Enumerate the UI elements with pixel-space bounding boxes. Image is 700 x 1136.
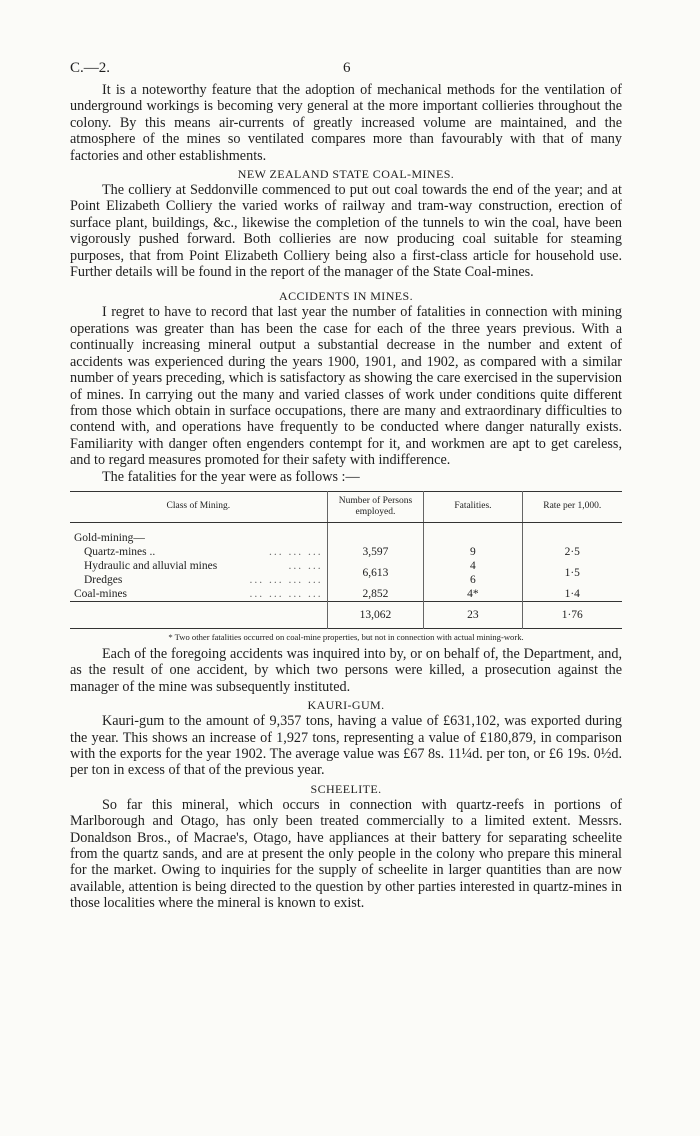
page-header [70,60,622,82]
table-row: Quartz-mines .. ... ... ... 3,597 9 2·5 [70,545,622,559]
col-header-class: Class of Mining. [70,491,327,522]
row-fatalities: 6 [424,573,522,587]
col-header-rate: Rate per 1,000. [522,491,622,522]
col-header-employed: Number of Persons employed. [327,491,424,522]
table-header-row [70,491,622,522]
page-number: 6 [343,60,351,76]
table-total-row [70,601,622,628]
row-label: Hydraulic and alluvial mines [84,559,218,572]
row-fatalities: 4 [424,559,522,573]
paragraph-scheelite: So far this mineral, which occurs in connection with quartz-reefs in portions of Marlborough and Otago, has only been treated commercially to a limited extent. Messrs. Donaldson Bros., of Macrae's, Otago, have appliances at their battery for separating scheelite from the quartz sands, and are at present the only people in the colony who prepare this mineral for the market. Owing to inquiries for the supply of scheelite in larger quantities than are now available, attention is being directed to the question by other parties interested in quartz-mines in those localities where the mineral is known to exist. [70,796,622,912]
row-label: Quartz-mines .. [84,545,156,558]
paragraph-inquiry: Each of the foregoing accidents was inquired into by, or on behalf of, the Department, and, as the result of one accident, by which two persons were killed, a prosecution against the manager of the mine was subsequently instituted. [70,645,622,695]
total-rate: 1·76 [522,601,622,628]
paragraph-fatalities-intro: The fatalities for the year were as follows :— [102,468,360,485]
row-rate: 1·4 [564,587,580,600]
paragraph-state-coal-mines: The colliery at Seddonville commenced to put out coal towards the end of the year; and at Point Elizabeth Colliery the varied works of railway and tram-way construction, erection of surface plant, buildings, &c., likewise the completion of the tunnels to win the coal, have been vigorously pushed forward. Both collieries are now producing coal suitable for steaming purposes, that from Point Elizabeth Colliery being also a first-class article for household use. Further details will be found in the report of the manager of the State Coal-mines. [70,182,622,281]
row-employed: 2,852 [327,587,424,602]
total-employed: 13,062 [327,601,424,628]
row-label: Coal-mines [74,587,128,600]
document-reference: C.—2. [70,60,111,76]
row-employed: 3,597 [327,545,424,559]
row-rate: 2·5 [564,545,580,558]
heading-accidents: ACCIDENTS IN MINES. [279,289,413,304]
row-employed: 6,613 [327,559,424,587]
col-header-fatalities: Fatalities. [424,491,522,522]
heading-kauri-gum: KAURI-GUM. [307,698,385,713]
table-row: Coal-mines ... ... ... ... 2,852 4* 1·4 [70,587,622,602]
paragraph-ventilation: It is a noteworthy feature that the adoption of mechanical methods for the ventilation of underground workings is becoming very general at the more important collieries throughout the colony. By this means air-currents of greatly increased volume are maintained, and the atmosphere of the mines so ventilated compares more than favourably with that of many factories and other establishments. [70,82,622,164]
row-label: Dredges [84,573,123,586]
heading-state-coal-mines: NEW ZEALAND STATE COAL-MINES. [237,167,455,182]
fatalities-table [70,491,622,629]
table-footnote: * Two other fatalities occurred on coal-mine properties, but not in connection with actual mining-work. [168,631,524,642]
paragraph-kauri-gum: Kauri-gum to the amount of 9,357 tons, having a value of £631,102, was exported during the year. This shows an increase of 1,927 tons, representing a value of £180,879, in comparison with the exports for the year 1902. The average value was £67 8s. 11¼d. per ton, or £6 19s. 0½d. per ton in excess of that of the previous year. [70,713,622,779]
document-page [70,60,622,912]
heading-scheelite: SCHEELITE. [310,781,382,796]
total-fatalities: 23 [424,601,522,628]
row-rate: 1·5 [564,566,580,579]
group-label: Gold-mining— [74,531,145,544]
table-row [70,531,622,545]
paragraph-accidents: I regret to have to record that last year the number of fatalities in connection with mining operations was greater than has been the case for each of the three years previous. With a continually increasing mineral output a substantial decrease in the number and extent of accidents was experienced during the years 1900, 1901, and 1902, as compared with a similar number of years preceding, which is satisfactory as showing the care exercised in the supervision of mines. In carrying out the many and varied classes of work under conditions quite different from those which obtain in surface occupations, there are many and extraordinary difficulties to contend with, and operations have frequently to be conducted where danger naturally exists. Familiarity with danger often engenders contempt for it, and workmen are apt to get careless, and to regard measures promoted for their safety with indifference. [70,304,622,469]
table-row: Hydraulic and alluvial mines ... ... 6,613 4 1·5 [70,559,622,573]
table-row: Dredges ... ... ... ... 6 [70,573,622,587]
row-fatalities: 9 [424,545,522,559]
row-fatalities: 4* [424,587,522,602]
